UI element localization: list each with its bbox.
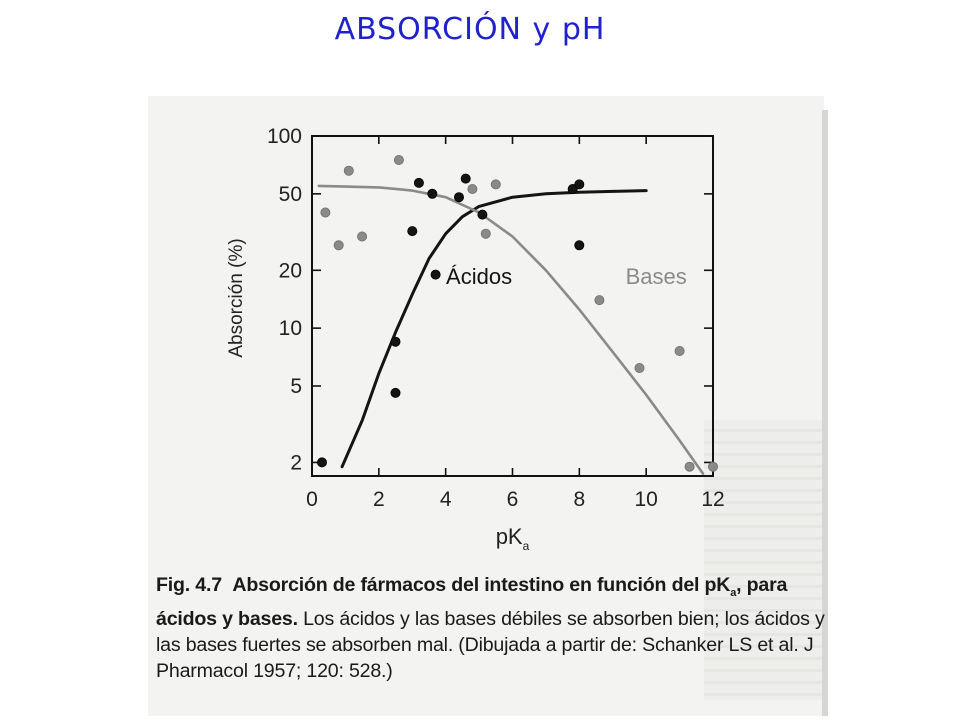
x-tick-label: 4	[439, 488, 452, 511]
point-bases	[675, 346, 684, 355]
point-acids	[428, 189, 437, 198]
x-tick-label: 8	[573, 488, 586, 511]
caption-title-subscript: a	[730, 586, 737, 599]
figure-caption	[156, 572, 828, 684]
slide-title: ABSORCIÓN y pH	[334, 12, 606, 47]
point-acids	[575, 180, 584, 189]
point-acids	[391, 388, 400, 397]
caption-fig-label: Fig. 4.7	[156, 574, 222, 596]
point-bases	[595, 296, 604, 305]
y-axis-label: Absorción (%)	[226, 238, 247, 358]
y-tick-label: 20	[278, 259, 302, 283]
caption-title-part2: , para ácidos y bases.	[156, 574, 788, 630]
y-tick-label: 5	[290, 374, 302, 398]
point-acids	[317, 458, 326, 467]
point-bases	[635, 363, 644, 372]
y-tick-label: 2	[290, 451, 302, 475]
point-bases	[708, 462, 717, 471]
point-bases	[481, 229, 490, 238]
point-bases	[468, 184, 477, 193]
x-axis-label: $pK_a$	[495, 524, 530, 553]
point-acids	[414, 178, 423, 187]
x-tick-label: 6	[506, 488, 519, 511]
point-acids	[408, 227, 417, 236]
x-tick-label: 2	[372, 488, 385, 511]
caption-title-part1: Absorción de fármacos del intestino en función del pK	[232, 574, 731, 596]
point-bases	[491, 180, 500, 189]
point-bases	[358, 232, 367, 241]
point-bases	[344, 166, 353, 175]
curve-bases	[319, 186, 703, 474]
point-acids	[454, 193, 463, 202]
annotation-bases: Bases	[625, 263, 687, 289]
curve-acids	[342, 191, 646, 467]
annotation-acids: Ácidos	[446, 263, 513, 289]
point-bases	[394, 155, 403, 164]
point-bases	[321, 208, 330, 217]
x-axis-label-subscript: a	[522, 539, 530, 553]
point-bases	[334, 241, 343, 250]
caption-body: Los ácidos y las bases débiles se absorben bien; los ácidos y las bases fuertes se absorben mal. (Dibujada a partir de: Schanker LS et al. J Pharmacol 1957; 120: 528.)	[156, 607, 825, 682]
point-acids	[575, 241, 584, 250]
x-tick-label: 12	[701, 488, 725, 511]
x-tick-label: 0	[306, 488, 318, 511]
point-acids	[478, 210, 487, 219]
point-acids	[391, 337, 400, 346]
y-tick-label: 50	[278, 182, 302, 206]
y-tick-label: 100	[266, 125, 302, 148]
point-acids	[431, 270, 440, 279]
point-acids	[461, 174, 470, 183]
x-tick-label: 10	[634, 488, 658, 511]
y-tick-label: 10	[278, 317, 302, 341]
point-bases	[685, 462, 694, 471]
